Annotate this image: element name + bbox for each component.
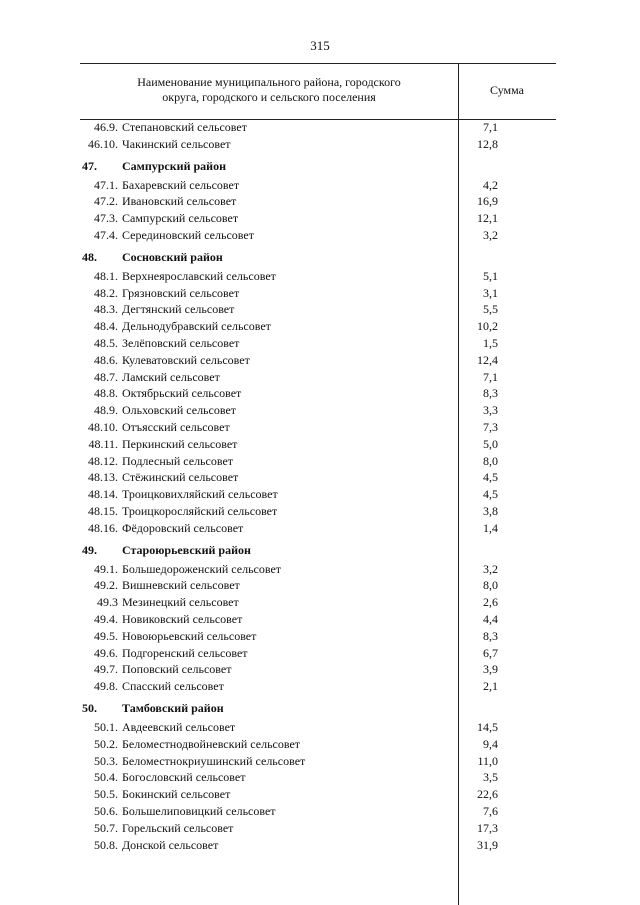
table-row (0, 227, 640, 243)
row-value: 2,6 (483, 595, 498, 610)
table-row (0, 594, 640, 610)
table-row (0, 786, 640, 802)
table-row (0, 285, 640, 301)
row-value: 1,5 (483, 336, 498, 350)
row-name: Троицковихляйский сельсовет (122, 487, 278, 502)
row-value: 7,6 (483, 804, 498, 818)
row-value: 3,9 (483, 662, 498, 677)
row-value: 5,1 (483, 268, 498, 283)
table-row (0, 210, 640, 226)
row-number: 48.15. (88, 504, 118, 518)
row-name: Спасский сельсовет (122, 679, 224, 694)
row-number: 50.6. (94, 804, 118, 818)
row-name: Авдеевский сельсовет (122, 720, 236, 734)
table-row (0, 803, 640, 819)
row-value: 7,1 (483, 120, 498, 134)
row-number: 48.12. (88, 453, 118, 468)
row-name: Мезинецкий сельсовет (122, 595, 239, 610)
table-row (0, 301, 640, 317)
row-value: 12,1 (477, 211, 498, 226)
table-row (0, 402, 640, 418)
table-row (0, 318, 640, 334)
table-row (0, 628, 640, 644)
table-row (0, 369, 640, 385)
row-name: Новоюрьевский сельсовет (122, 628, 257, 643)
row-number: 50.5. (94, 787, 118, 802)
row-value: 8,0 (483, 453, 498, 468)
row-number: 48.13. (88, 470, 118, 485)
row-number: 48.5. (94, 336, 118, 350)
row-name: Бахаревский сельсовет (122, 177, 240, 192)
table-row (0, 136, 640, 152)
row-name: Подлесный сельсовет (122, 453, 234, 468)
row-name: Серединовский сельсовет (122, 228, 254, 242)
row-name: Ламский сельсовет (122, 369, 220, 384)
row-number: 48. (82, 249, 97, 264)
table-row (0, 436, 640, 452)
row-name: Чакинский сельсовет (122, 136, 231, 151)
row-name: Октябрьский сельсовет (122, 386, 242, 401)
column-header-name-line2: округа, городского и сельского поселения (162, 90, 376, 104)
row-value: 12,4 (477, 352, 498, 367)
row-value: 3,2 (483, 561, 498, 576)
row-name: Сампурский район (122, 158, 226, 173)
row-name: Староюрьевский район (122, 542, 251, 557)
row-number: 46.10. (88, 136, 118, 151)
table-row (0, 678, 640, 694)
row-value: 7,3 (483, 420, 498, 434)
row-value: 31,9 (477, 837, 498, 852)
row-number: 47.2. (94, 194, 118, 209)
row-name: Перкинский сельсовет (122, 436, 238, 451)
row-number: 48.6. (94, 352, 118, 367)
row-name: Горельский сельсовет (122, 820, 234, 835)
table-row (0, 736, 640, 752)
page-number: 315 (310, 38, 330, 53)
table-row (0, 769, 640, 785)
table-row (0, 268, 640, 284)
row-name: Подгоренский сельсовет (122, 645, 248, 660)
row-name: Троицкоросляйский сельсовет (122, 504, 278, 518)
row-value: 8,0 (483, 578, 498, 593)
row-number: 47. (82, 158, 97, 173)
row-name: Отъясский сельсовет (122, 420, 230, 434)
row-value: 3,3 (483, 403, 498, 418)
table-row (0, 661, 640, 677)
row-number: 48.9. (94, 403, 118, 418)
row-number: 48.8. (94, 386, 118, 401)
table-row (0, 719, 640, 735)
row-value: 5,0 (483, 436, 498, 451)
district-heading-row (0, 158, 640, 174)
row-number: 47.1. (94, 177, 118, 192)
row-number: 49.6. (94, 645, 118, 660)
row-number: 49.5. (94, 628, 118, 643)
row-value: 3,8 (483, 504, 498, 518)
table-row (0, 177, 640, 193)
row-name: Беломестнодвойневский сельсовет (122, 736, 301, 751)
district-heading-row (0, 700, 640, 716)
table-row (0, 335, 640, 351)
row-name: Новиковский сельсовет (122, 612, 243, 626)
row-name: Беломестнокриушинский сельсовет (122, 753, 306, 768)
row-value: 9,4 (483, 736, 498, 751)
row-name: Кулеватовский сельсовет (122, 352, 250, 367)
row-number: 49.7. (94, 662, 118, 677)
row-value: 4,2 (483, 177, 498, 192)
row-number: 49. (82, 542, 97, 557)
table-row (0, 419, 640, 435)
table-row (0, 577, 640, 593)
row-number: 49.2. (94, 578, 118, 593)
row-number: 47.3. (94, 211, 118, 226)
row-name: Зелёповский сельсовет (122, 336, 240, 350)
row-name: Дельнодубравский сельсовет (122, 319, 271, 334)
row-number: 48.1. (94, 268, 118, 283)
table-row (0, 820, 640, 836)
row-number: 50.7. (94, 820, 118, 835)
row-value: 10,2 (477, 319, 498, 334)
table-row (0, 561, 640, 577)
row-name: Сосновский район (122, 249, 223, 264)
row-name: Богословский сельсовет (122, 770, 246, 785)
column-header-sum: Сумма (490, 83, 524, 97)
row-name: Дегтянский сельсовет (122, 302, 235, 317)
row-name: Тамбовский район (122, 701, 224, 715)
table-row (0, 453, 640, 469)
row-name: Грязновский сельсовет (122, 285, 240, 300)
row-value: 11,0 (477, 753, 498, 768)
row-name: Бокинский сельсовет (122, 787, 231, 802)
row-number: 50.3. (94, 753, 118, 768)
row-value: 8,3 (483, 386, 498, 401)
table-row (0, 352, 640, 368)
table-row (0, 837, 640, 853)
table-row (0, 193, 640, 209)
row-value: 4,5 (483, 487, 498, 502)
column-header-name-line1: Наименование муниципального района, городского (137, 75, 401, 89)
row-value: 22,6 (477, 787, 498, 802)
table-row (0, 119, 640, 135)
row-number: 50.8. (94, 837, 118, 852)
row-number: 48.11. (88, 436, 118, 451)
row-value: 14,5 (477, 720, 498, 734)
row-name: Ивановский сельсовет (122, 194, 237, 209)
row-number: 49.4. (94, 612, 118, 626)
table-row (0, 520, 640, 536)
row-name: Стёжинский сельсовет (122, 470, 239, 485)
row-name: Большедороженский сельсовет (122, 561, 282, 576)
row-value: 8,3 (483, 628, 498, 643)
row-number: 46.9. (94, 120, 118, 134)
row-number: 48.7. (94, 369, 118, 384)
row-value: 7,1 (483, 369, 498, 384)
row-value: 4,4 (483, 612, 498, 626)
row-name: Степановский сельсовет (122, 120, 247, 134)
table-row (0, 385, 640, 401)
row-name: Верхнеярославский сельсовет (122, 268, 276, 283)
row-value: 5,5 (483, 302, 498, 317)
row-value: 3,5 (483, 770, 498, 785)
table-row (0, 753, 640, 769)
row-name: Сампурский сельсовет (122, 211, 239, 226)
row-number: 50.1. (94, 720, 118, 734)
row-value: 1,4 (483, 520, 498, 535)
row-number: 50.2. (94, 736, 118, 751)
row-value: 12,8 (477, 136, 498, 151)
row-number: 49.1. (94, 561, 118, 576)
row-value: 2,1 (483, 679, 498, 694)
row-number: 50. (82, 701, 97, 715)
table-row (0, 611, 640, 627)
row-number: 48.4. (94, 319, 118, 334)
table-row (0, 469, 640, 485)
row-value: 6,7 (483, 645, 498, 660)
table-row (0, 486, 640, 502)
row-value: 17,3 (477, 820, 498, 835)
row-name: Донской сельсовет (122, 837, 219, 852)
district-heading-row (0, 542, 640, 558)
row-name: Фёдоровский сельсовет (122, 520, 244, 535)
row-number: 48.10. (88, 420, 118, 434)
table-row (0, 503, 640, 519)
row-value: 3,2 (483, 228, 498, 242)
table-row (0, 645, 640, 661)
row-name: Большелиповицкий сельсовет (122, 804, 276, 818)
row-value: 4,5 (483, 470, 498, 485)
row-number: 48.3. (94, 302, 118, 317)
row-number: 48.2. (94, 285, 118, 300)
row-name: Поповский сельсовет (122, 662, 232, 677)
row-number: 47.4. (94, 228, 118, 242)
row-number: 48.14. (88, 487, 118, 502)
row-number: 48.16. (88, 520, 118, 535)
row-value: 3,1 (483, 285, 498, 300)
district-heading-row (0, 249, 640, 265)
row-name: Вишневский сельсовет (122, 578, 240, 593)
row-name: Ольховский сельсовет (122, 403, 237, 418)
row-number: 49.8. (94, 679, 118, 694)
row-value: 16,9 (477, 194, 498, 209)
row-number: 50.4. (94, 770, 118, 785)
row-number: 49.3 (97, 595, 118, 610)
